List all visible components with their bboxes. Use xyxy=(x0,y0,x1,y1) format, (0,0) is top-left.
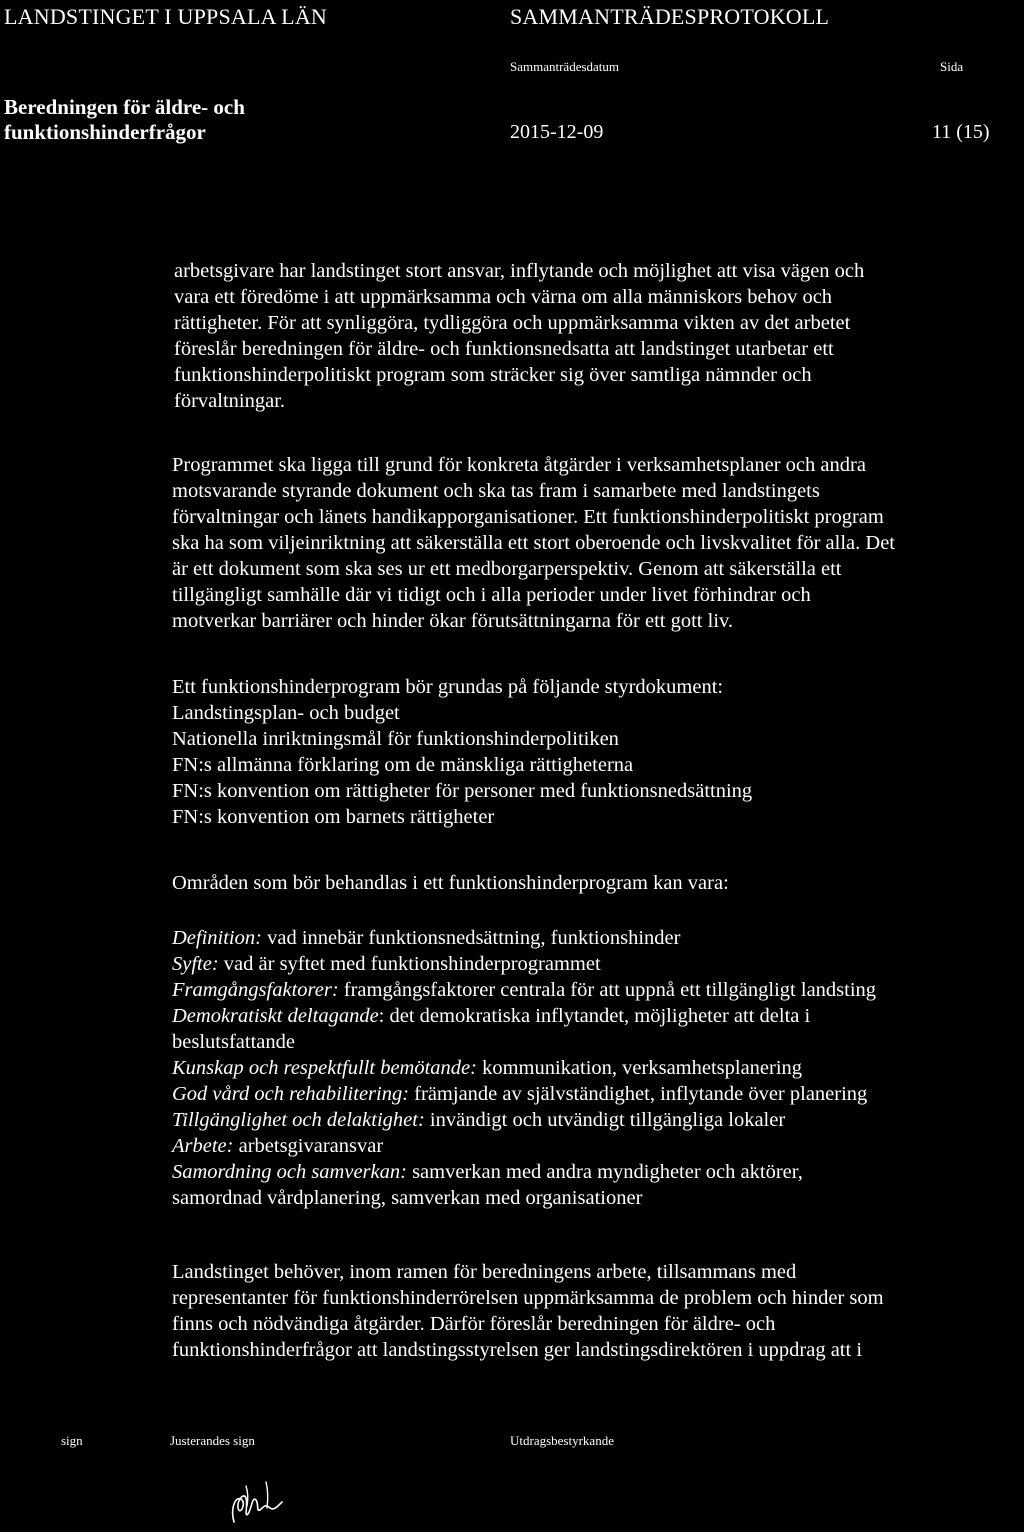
area-description: framgångsfaktorer centrala för att uppnå ett tillgängligt landsting xyxy=(338,979,877,1001)
justerandes-sign-label: Justerandes sign xyxy=(170,1433,255,1448)
area-item xyxy=(172,1003,1012,1029)
paragraph-line: Landstinget behöver, inom ramen för beredningens arbete, tillsammans med xyxy=(172,1261,797,1283)
area-item xyxy=(172,925,1012,951)
paragraph-5 xyxy=(172,1259,1012,1363)
list-item: Landstingsplan- och budget xyxy=(172,702,400,724)
organization-name: LANDSTINGET I UPPSALA LÄN xyxy=(4,4,327,29)
paragraph-line: Områden som bör behandlas i ett funktionshinderprogram kan vara: xyxy=(172,872,729,894)
area-term: Kunskap och respektfullt bemötande: xyxy=(172,1057,477,1079)
committee-name-line1: Beredningen för äldre- och xyxy=(4,95,245,119)
paragraph-line: finns och nödvändiga åtgärder. Därför föreslår beredningen för äldre- och xyxy=(172,1313,776,1335)
area-description: invändigt och utvändigt tillgängliga lokaler xyxy=(424,1109,786,1131)
paragraph-line: funktionshinderpolitiskt program som sträcker sig över samtliga nämnder och xyxy=(174,364,812,386)
list-intro: Ett funktionshinderprogram bör grundas på följande styrdokument: xyxy=(172,676,724,698)
list-item: Nationella inriktningsmål för funktionshinderpolitiken xyxy=(172,728,619,750)
areas-intro xyxy=(172,870,1012,896)
paragraph-line: arbetsgivare har landstinget stort ansvar, inflytande och möjlighet att visa vägen och xyxy=(174,260,865,282)
area-item xyxy=(172,1185,1012,1211)
page-label: Sida xyxy=(940,59,964,74)
area-description: kommunikation, verksamhetsplanering xyxy=(476,1057,803,1079)
paragraph-line: förvaltningar och länets handikapporganisationer. Ett funktionshinderpolitiskt program xyxy=(172,506,884,528)
signature-mark xyxy=(226,1478,290,1526)
area-description: : det demokratiska inflytandet, möjligheter att delta i xyxy=(378,1005,811,1027)
paragraph-line: vara ett föredöme i att uppmärksamma och värna om alla människors behov och xyxy=(174,286,833,308)
area-term: Framgångsfaktorer: xyxy=(172,979,339,1001)
area-item xyxy=(172,977,1012,1003)
area-term: God vård och rehabilitering: xyxy=(172,1083,410,1105)
paragraph-line: rättigheter. För att synliggöra, tydliggöra och uppmärksamma vikten av det arbetet xyxy=(174,312,851,334)
paragraph-line: tillgängligt samhälle där vi tidigt och i alla perioder under livet förhindrar och xyxy=(172,584,811,606)
paragraph-line: är ett dokument som ska ses ur ett medborgarperspektiv. Genom att säkerställa ett xyxy=(172,558,842,580)
area-description: samverkan med andra myndigheter och aktörer, xyxy=(406,1161,803,1183)
area-description: vad innebär funktionsnedsättning, funktionshinder xyxy=(261,927,681,949)
area-item xyxy=(172,1133,1012,1159)
area-term: Definition: xyxy=(172,927,262,949)
sign-label: sign xyxy=(61,1433,83,1448)
paragraph-2 xyxy=(172,452,1012,634)
list-item: FN:s konvention om rättigheter för personer med funktionsnedsättning xyxy=(172,780,753,802)
document-type: SAMMANTRÄDESPROTOKOLL xyxy=(510,4,830,29)
meeting-date-label: Sammanträdesdatum xyxy=(510,59,620,74)
area-item xyxy=(172,1159,1012,1185)
paragraph-line: motverkar barriärer och hinder ökar förutsättningarna för ett gott liv. xyxy=(172,610,734,632)
paragraph-1 xyxy=(174,258,1014,414)
area-term: Syfte: xyxy=(172,953,219,975)
area-description: arbetsgivaransvar xyxy=(233,1135,384,1157)
area-term: Samordning och samverkan: xyxy=(172,1161,407,1183)
area-item xyxy=(172,1055,1012,1081)
area-item xyxy=(172,1107,1012,1133)
area-item xyxy=(172,1081,1012,1107)
committee-name-line2: funktionshinderfrågor xyxy=(4,120,206,144)
area-description: vad är syftet med funktionshinderprogrammet xyxy=(218,953,601,975)
paragraph-line: Programmet ska ligga till grund för konkreta åtgärder i verksamhetsplaner och andra xyxy=(172,454,866,476)
paragraph-line: förvaltningar. xyxy=(174,390,286,412)
page-number: 11 (15) xyxy=(932,121,990,143)
area-description: samordnad vårdplanering, samverkan med organisationer xyxy=(172,1187,643,1209)
area-item xyxy=(172,951,1012,977)
area-term: Demokratiskt deltagande xyxy=(172,1005,379,1027)
area-description: beslutsfattande xyxy=(172,1031,295,1053)
handwritten-initials xyxy=(226,1478,290,1526)
list-item: FN:s konvention om barnets rättigheter xyxy=(172,806,495,828)
paragraph-line: representanter för funktionshinderrörelsen uppmärksamma de problem och hinder som xyxy=(172,1287,884,1309)
list-item: FN:s allmänna förklaring om de mänskliga rättigheterna xyxy=(172,754,634,776)
paragraph-line: motsvarande styrande dokument och ska tas fram i samarbete med landstingets xyxy=(172,480,820,502)
meeting-date: 2015-12-09 xyxy=(510,121,604,143)
area-description: främjande av självständighet, inflytande över planering xyxy=(409,1083,868,1105)
steering-documents-list xyxy=(172,674,1012,830)
utdragsbestyrkande-label: Utdragsbestyrkande xyxy=(510,1433,614,1448)
paragraph-line: föreslår beredningen för äldre- och funktionsnedsatta att landstinget utarbetar ett xyxy=(174,338,834,360)
areas-list xyxy=(172,925,1012,1211)
area-term: Tillgänglighet och delaktighet: xyxy=(172,1109,425,1131)
area-item xyxy=(172,1029,1012,1055)
paragraph-line: ska ha som viljeinriktning att säkerställa ett stort oberoende och livskvalitet för alla. Det xyxy=(172,532,895,554)
paragraph-line: funktionshinderfrågor att landstingsstyrelsen ger landstingsdirektören i uppdrag att i xyxy=(172,1339,863,1361)
area-term: Arbete: xyxy=(172,1135,234,1157)
